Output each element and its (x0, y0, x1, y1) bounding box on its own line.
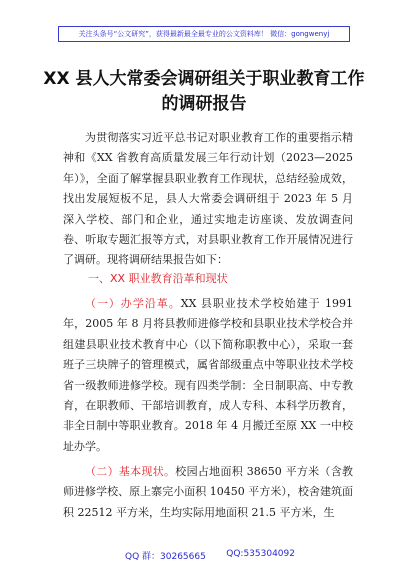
footer-qq-group: QQ 群：30265665 (125, 552, 206, 562)
intro-text: 为贯彻落实习近平总书记对职业教育工作的重要指示精神和《XX 省教育高质量发展三年行动计划（2023—2025 年）》，全面了解掌握县职业教育工作现状，总结经验成效，找出发展短板不足，县人大常委会调研组于 2023 年 5 月深入学校、部门和企业，通过实地走访座谈、发放调查问卷、听取专题汇报等方式，对县职业教育工作开展情况进行了调研。现将调研结果报告如下： (63, 131, 353, 267)
section-heading: 一、XX 职业教育沿革和现状 (88, 272, 228, 285)
subsection-2-paragraph (63, 462, 353, 523)
intro-paragraph (63, 128, 353, 271)
subsection-2-label: （二）基本现状。 (85, 465, 176, 478)
subsection-1-label: （一）办学沿革。 (85, 297, 181, 310)
footer (125, 549, 295, 562)
subsection-1-paragraph (63, 294, 353, 457)
document-title-line1: XX 县人大常委会调研组关于职业教育工作 (43, 69, 365, 89)
subsection-2-text: 校园占地面积 38650 平方米（含教师进修学校、原上寨完小面积 10450 平方米），校舍建筑面积 22512 平方米，生均实际用地面积 21.5 平方米，生 (63, 465, 353, 519)
footer-qq: QQ:535304092 (226, 549, 295, 559)
subsection-1-text: XX 县职业技术学校始建于 1991 年，2005 年 8 月将县教师进修学校和县职业技术学校合并组建县职业技术教育中心（以下简称职教中心），采取一套班子三块牌子的管理模式，属省部级重点中等职业技术学校省一级教师进修学校。现有四类学制：全日制职高、中专教育，在职教师、干部培训教育，成人专科、本科学历教育，非全日制中等职业教育。2018 年 4 月搬迁至原 XX 一中校址办学。 (63, 297, 354, 453)
header-banner: 关注头条号“公文研究”，获得最新最全最专业的公文资料库！ 微信：gongwenyj (58, 26, 350, 42)
document-title-line2: 的调研报告 (161, 94, 247, 114)
